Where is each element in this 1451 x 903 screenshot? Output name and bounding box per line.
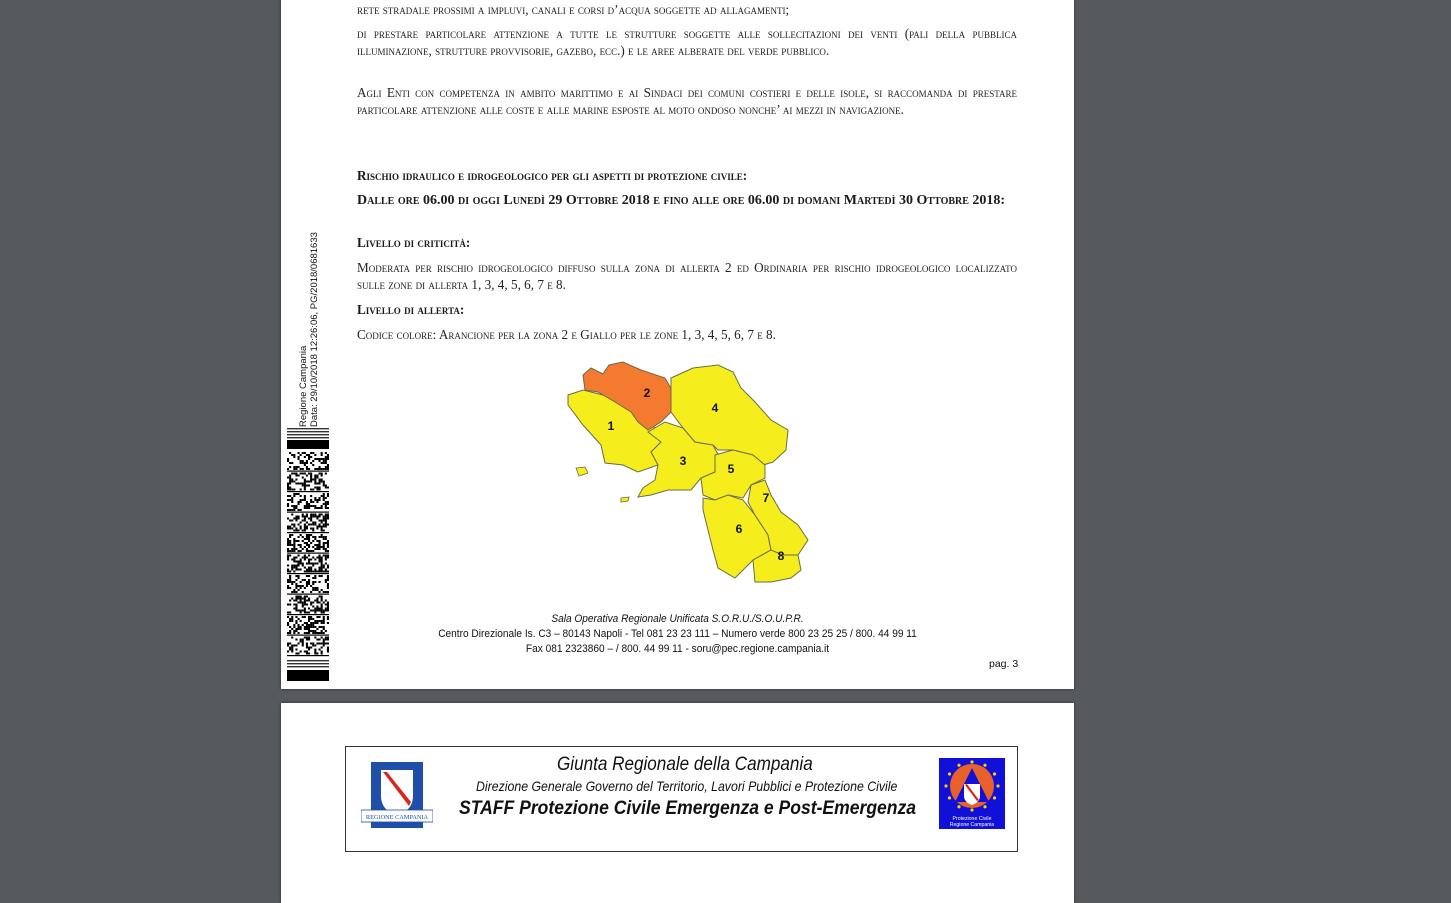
heading-livello-criticita	[357, 234, 1017, 251]
datamatrix-barcode	[287, 428, 329, 681]
page-number: pag. 3	[989, 658, 1019, 670]
left-logo-caption: REGIONE CAMPANIA	[365, 814, 429, 821]
island-capri	[621, 497, 629, 502]
letterhead-title: Giunta Regionale della Campania	[557, 754, 813, 775]
right-logo-caption-1: Protezione Civile	[952, 816, 992, 822]
regione-campania-logo	[361, 762, 433, 828]
map-zone-label-8: 8	[777, 549, 785, 563]
paragraph-text: di prestare particolare attenzione a tutte le strutture soggette alle sollecitazioni dei venti (pali della pubblica illuminazione, strutture provvisorie, gazebo, ecc.) e le aree alberate del verde pubblico.	[357, 26, 1017, 58]
map-zone-label-6: 6	[735, 522, 743, 536]
map-zone-label-7: 7	[762, 491, 770, 505]
heading-livello-allerta	[357, 301, 1017, 318]
heading-text: Livello di allerta:	[357, 302, 465, 317]
right-logo-caption-2: Regione Campania	[949, 822, 995, 828]
map-zone-label-2: 2	[643, 386, 651, 400]
heading-text: Rischio idraulico e idrogeologico per gli aspetti di protezione civile:	[357, 168, 748, 183]
map-zone-label-1: 1	[607, 419, 615, 433]
paragraph-criticita-value	[357, 259, 1017, 293]
island-ischia	[576, 467, 588, 476]
protocol-stamp	[299, 232, 320, 427]
paragraph-codice-colore	[357, 326, 1017, 343]
footer-address: Centro Direzionale Is. C3 – 80143 Napoli - Tel 081 23 23 111 – Numero verde 800 23 25 25 / 800. 44 99 11	[438, 628, 917, 640]
paragraph-text: rete stradale prossimi a impluvi, canali e corsi d’acqua soggette ad allagamenti;	[357, 2, 790, 17]
footer-fax-email: Fax 081 2323860 – / 800. 44 99 11 - soru@pec.regione.campania.it	[525, 643, 830, 655]
paragraph-text: Codice colore: Arancione per la zona 2 e Giallo per le zone 1, 3, 4, 5, 6, 7 e 8.	[357, 327, 776, 342]
letterhead-subtitle: Direzione Generale Governo del Territorio, Lavori Pubblici e Protezione Civile	[476, 778, 898, 794]
letterhead-staff: STAFF Protezione Civile Emergenza e Post-Emergenza	[459, 797, 917, 819]
campania-alert-map	[543, 350, 833, 590]
map-svg	[543, 350, 833, 590]
map-zone-label-5: 5	[727, 462, 735, 476]
paragraph-strutture-venti	[357, 25, 1017, 59]
document-page-3	[281, 0, 1074, 689]
paragraph-rete-stradale	[357, 1, 1017, 18]
heading-rischio-idraulico	[357, 167, 1017, 184]
stamp-line-2: Data: 29/10/2018 12:26:06, PG/2018/0681633	[308, 232, 320, 427]
map-zone-label-4: 4	[711, 401, 719, 415]
stamp-line-1: Regione Campania	[298, 345, 309, 427]
document-page-4	[281, 703, 1074, 903]
heading-validity-period	[357, 192, 1017, 209]
protezione-civile-logo	[939, 758, 1005, 829]
map-zone-label-3: 3	[679, 454, 687, 468]
heading-text: Livello di criticità:	[357, 235, 471, 250]
heading-text: Dalle ore 06.00 di oggi Lunedì 29 Ottobre 2018 e fino alle ore 06.00 di domani Martedì 30 Ottobre 2018:	[357, 193, 1006, 208]
paragraph-text: Moderata per rischio idrogeologico diffuso sulla zona di allerta 2 ed Ordinaria per rischio idrogeologico localizzato sulle zone di allerta 1, 3, 4, 5, 6, 7 e 8.	[357, 260, 1017, 292]
paragraph-enti-marittimi	[357, 84, 1017, 118]
paragraph-text: Agli Enti con competenza in ambito marittimo e ai Sindaci dei comuni costieri e delle isole, si raccomanda di prestare particolare attenzione alle coste e alle marine esposte al moto ondoso nonche’ ai mezzi in navigazione.	[357, 85, 1017, 117]
footer-sala-operativa: Sala Operativa Regionale Unificata S.O.R.U./S.O.U.P.R.	[551, 613, 804, 625]
letterhead-box	[345, 746, 1018, 852]
